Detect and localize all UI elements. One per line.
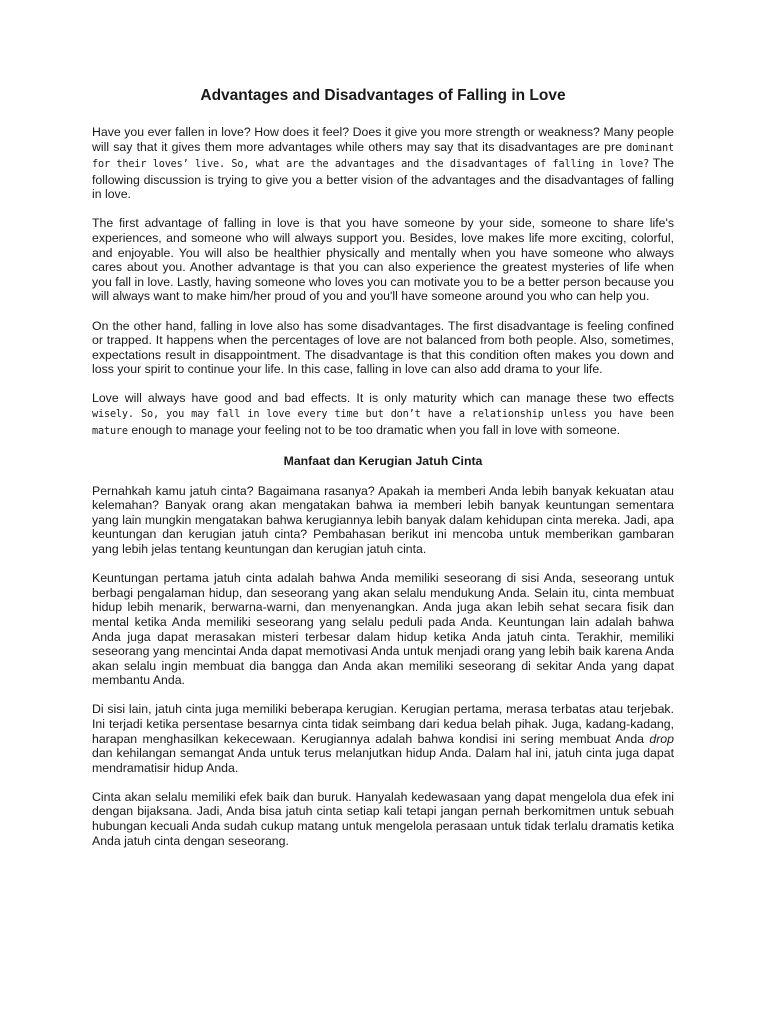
english-p4-text-b: wisely. So, you may fall in love every time but don’t have a relationship unless you have been mature bbox=[92, 409, 674, 437]
english-p4-text-a: Love will always have good and bad effects. It is only maturity which can manage these two effects bbox=[92, 391, 674, 406]
english-p1-text-a: Have you ever fallen in love? How does it feel? Does it give you more strength or weakness? Many people will say that it gives them more advantages while others may say that its disadvantages are pre bbox=[92, 125, 674, 154]
english-paragraph-2: The first advantage of falling in love is that you have someone by your side, someone to share life's experiences, and someone who will always support you. Besides, love makes life more exciting, colorful, and enjoyable. You will also be healthier physically and mentally when you have someone who always cares about you. Another advantage is that you can also experience the greatest mysteries of life when you fall in love. Lastly, having someone who loves you can motivate you to be a better person because you will always want to make him/her proud of you and you'll have someone around you who can help you. bbox=[92, 216, 674, 304]
indonesian-paragraph-4: Cinta akan selalu memiliki efek baik dan buruk. Hanyalah kedewasaan yang dapat mengelola dua efek ini dengan bijaksana. Jadi, Anda bisa jatuh cinta setiap kali tetapi jangan pernah berkomitmen untuk sebuah hubungan kecuali Anda sudah cukup matang untuk mengelola perasaan untuk tidak terlalu dramatis ketika Anda jatuh cinta dengan seseorang. bbox=[92, 789, 674, 848]
indonesian-subtitle: Manfaat dan Kerugian Jatuh Cinta bbox=[283, 453, 483, 468]
indonesian-p3-text-b: dan kehilangan semangat Anda untuk terus melanjutkan hidup Anda. Dalam hal ini, jatuh cinta juga dapat mendramatisir hidup Anda. bbox=[92, 746, 674, 775]
english-paragraph-3: On the other hand, falling in love also has some disadvantages. The first disadvantage is feeling confined or trapped. It happens when the percentages of love are not balanced from both people. Also, sometimes, expectations result in disappointment. The disadvantage is that this condition often makes you down and loss your spirit to continue your life. In this case, falling in love can also add drama to your life. bbox=[92, 318, 674, 377]
document-page bbox=[92, 86, 674, 863]
document-title: Advantages and Disadvantages of Falling in Love bbox=[200, 87, 566, 104]
english-paragraph-1 bbox=[92, 125, 674, 202]
english-paragraph-4 bbox=[92, 391, 674, 439]
english-p1-text-b: dominant for their loves’ live. So, what are the advantages and the disadvantages of falling in love? bbox=[92, 142, 674, 171]
indonesian-paragraph-3 bbox=[92, 702, 674, 775]
indonesian-p3-italic-word: drop bbox=[649, 731, 674, 746]
indonesian-paragraph-2: Keuntungan pertama jatuh cinta adalah bahwa Anda memiliki seseorang di sisi Anda, seseorang untuk berbagi pengalaman hidup, dan seseorang yang akan selalu mendukung Anda. Selain itu, cinta membuat hidup lebih menarik, berwarna-warni, dan menyenangkan. Anda juga akan lebih sehat secara fisik dan mental ketika Anda memiliki seseorang yang selalu peduli pada Anda. Keuntungan lain adalah bahwa Anda juga dapat merasakan misteri terbesar dalam hidup ketika Anda jatuh cinta. Terakhir, memiliki seseorang yang mencintai Anda dapat memotivasi Anda untuk menjadi orang yang lebih baik karena Anda akan selalu ingin membuat dia bangga dan Anda akan memiliki seseorang di sekitar Anda yang dapat membantu Anda. bbox=[92, 571, 674, 688]
indonesian-paragraph-1: Pernahkah kamu jatuh cinta? Bagaimana rasanya? Apakah ia memberi Anda lebih banyak kekuatan atau kelemahan? Banyak orang akan mengatakan bahwa ia memberi lebih banyak keuntungan sementara yang lain mungkin mengatakan bahwa kerugiannya lebih banyak dalam kehidupan cinta mereka. Jadi, apa keuntungan dan kerugian jatuh cinta? Pembahasan berikut ini mencoba untuk memberikan gambaran yang lebih jelas tentang keuntungan dan kerugian jatuh cinta. bbox=[92, 483, 674, 557]
indonesian-p3-text-a: Di sisi lain, jatuh cinta juga memiliki beberapa kerugian. Kerugian pertama, merasa terbatas atau terjebak. Ini terjadi ketika persentase besarnya cinta tidak seimbang dari kedua belah pihak. Juga, kadang-kadang, harapan menghasilkan kekecewaan. Kerugiannya adalah bahwa kondisi ini sering membuat Anda bbox=[92, 702, 674, 746]
english-p4-text-c: enough to manage your feeling not to be too dramatic when you fall in love with someone. bbox=[127, 422, 621, 437]
english-p1-text-c: The following discussion is trying to give you a better vision of the advantages and the disadvantages of falling in love. bbox=[92, 156, 674, 202]
